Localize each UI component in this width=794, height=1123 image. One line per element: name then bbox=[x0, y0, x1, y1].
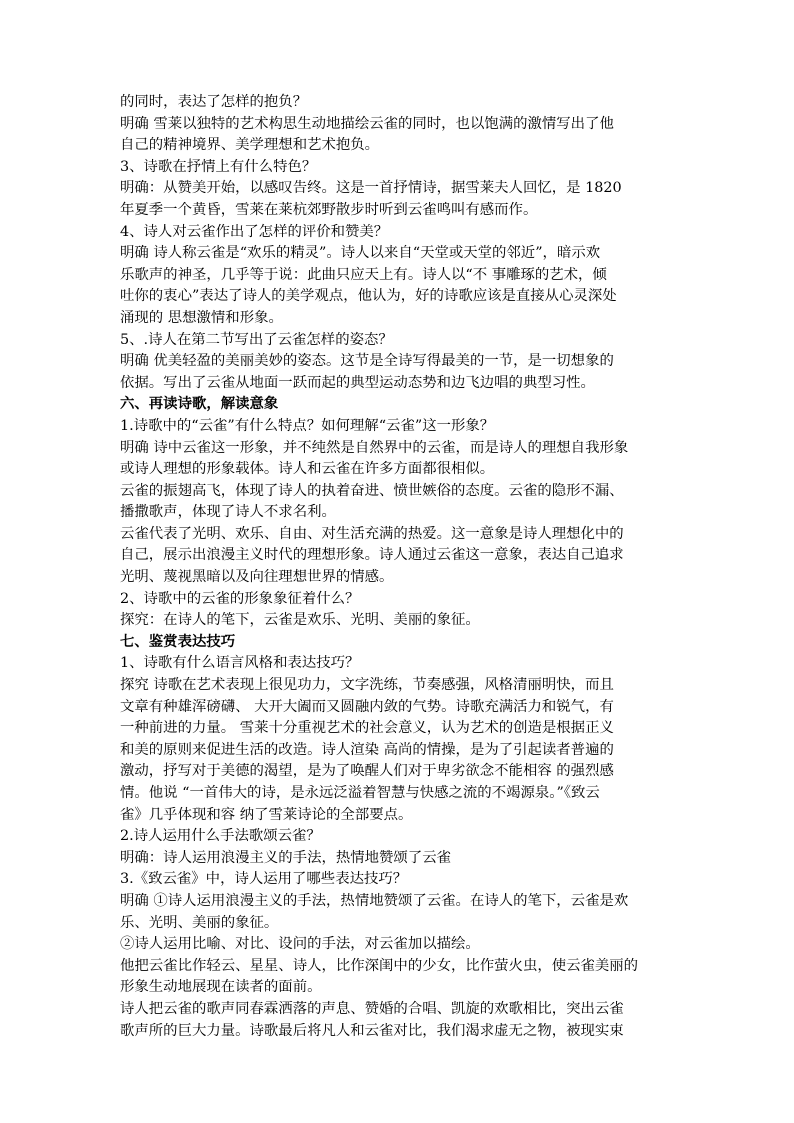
question-line: 1.诗歌中的“云雀”有什么特点？如何理解“云雀”这一形象？ bbox=[120, 417, 495, 434]
question-line: 4、诗人对云雀作出了怎样的评价和赞美？ bbox=[120, 223, 389, 240]
text-line: 歌声所的巨大力量。诗歌最后将凡人和云雀对比，我们渴求虚无之物，被现实束 bbox=[120, 1022, 624, 1039]
question-line: 3、诗歌在抒情上有什么特色？ bbox=[120, 158, 317, 175]
text-line: ②诗人运用比喻、对比、设问的手法，对云雀加以描绘。 bbox=[120, 936, 480, 953]
text-line: 明确 诗中云雀这一形象，并不纯然是自然界中的云雀，而是诗人的理想自我形象 bbox=[120, 439, 629, 456]
text-line: 明确 优美轻盈的美丽美妙的姿态。这节是全诗写得最美的一节，是一切想象的 bbox=[120, 353, 614, 370]
text-line: 一种前进的力量。 雪莱十分重视艺术的社会意义，认为艺术的创造是根据正义 bbox=[120, 720, 614, 737]
text-line: 他把云雀比作轻云、星星、诗人，比作深闺中的少女，比作萤火虫，使云雀美丽的 bbox=[120, 957, 639, 974]
text-line: 文章有种雄浑磅礴、 大开大阖而又圆融内敛的气势。诗歌充满活力和锐气，有 bbox=[120, 698, 614, 715]
text-line: 或诗人理想的形象载体。诗人和云雀在许多方面都很相似。 bbox=[120, 461, 495, 478]
text-line: 情。他说 “一首伟大的诗，是永远泛溢着智慧与快感之流的不竭源泉。”《致云 bbox=[120, 785, 600, 801]
question-line: 3.《致云雀》中，诗人运用了哪些表达技巧？ bbox=[120, 871, 408, 888]
text-line: 明确 雪莱以独特的艺术构思生动地描绘云雀的同时，也以饱满的激情写出了他 bbox=[120, 115, 614, 132]
text-line: 涌现的 思想激情和形象。 bbox=[120, 309, 283, 326]
question-line: 1、诗歌有什么语言风格和表达技巧？ bbox=[120, 655, 360, 672]
text-line: 雀》几乎体现和容 纳了雪莱诗论的全部要点。 bbox=[120, 806, 413, 823]
text-line: 乐歌声的神圣，几乎等于说：此曲只应天上有。诗人以“不 事雕琢的艺术，倾 bbox=[120, 266, 607, 283]
text-line: 光明、蔑视黑暗以及向往理想世界的情感。 bbox=[120, 569, 394, 586]
text-line: 云雀代表了光明、欢乐、自由、对生活充满的热爱。这一意象是诗人理想化中的 bbox=[120, 525, 624, 542]
text-line: 的同时，表达了怎样的抱负？ bbox=[120, 94, 308, 110]
question-line: 5、.诗人在第二节写出了云雀怎样的姿态？ bbox=[120, 331, 393, 348]
text-line: 播撒歌声，体现了诗人不求名利。 bbox=[120, 504, 336, 521]
text-line: 云雀的振翅高飞，体现了诗人的执着奋进、愤世嫉俗的态度。云雀的隐形不漏、 bbox=[120, 482, 624, 499]
text-line: 吐你的衷心”表达了诗人的美学观点，他认为，好的诗歌应该是直接从心灵深处 bbox=[120, 288, 617, 305]
text-line: 乐、光明、美丽的象征。 bbox=[120, 914, 279, 931]
text-line: 明确 ①诗人运用浪漫主义的手法，热情地赞颂了云雀。在诗人的笔下，云雀是欢 bbox=[120, 892, 629, 909]
text-line: 激动，抒写对于美德的渴望，是为了唤醒人们对于卑劣欲念不能相容 的强烈感 bbox=[120, 763, 614, 780]
text-line: 探究：在诗人的笔下，云雀是欢乐、光明、美丽的象征。 bbox=[120, 612, 480, 629]
text-line: 明确：诗人运用浪漫主义的手法，热情地赞颂了云雀 bbox=[120, 849, 451, 866]
text-line: 明确：从赞美开始，以感叹告终。这是一首抒情诗，据雪莱夫人回忆，是 1820 bbox=[120, 180, 622, 197]
question-line: 2、诗歌中的云雀的形象象征着什么？ bbox=[120, 590, 360, 607]
text-line: 依据。写出了云雀从地面一跃而起的典型运动态势和边飞边唱的典型习性。 bbox=[120, 374, 595, 391]
text-line: 和美的原则来促进生活的改造。诗人渲染 高尚的情操，是为了引起读者普遍的 bbox=[120, 741, 614, 758]
document-page bbox=[120, 92, 680, 1042]
text-line: 形象生动地展现在读者的面前。 bbox=[120, 979, 322, 996]
text-line: 明确 诗人称云雀是“欢乐的精灵”。诗人以来自“天堂或天堂的邻近”，暗示欢 bbox=[120, 245, 601, 262]
text-line: 自己，展示出浪漫主义时代的理想形象。诗人通过云雀这一意象，表达自己追求 bbox=[120, 547, 624, 564]
question-line: 2.诗人运用什么手法歌颂云雀？ bbox=[120, 828, 321, 845]
text-line: 诗人把云雀的歌声同春霖洒落的声息、赞婚的合唱、凯旋的欢歌相比，突出云雀 bbox=[120, 1000, 624, 1017]
section-heading: 七、鉴赏表达技巧 bbox=[120, 633, 236, 650]
text-line: 探究 诗歌在艺术表现上很见功力，文字洗练，节奏感强，风格清丽明快，而且 bbox=[120, 677, 614, 694]
section-heading: 六、再读诗歌，解读意象 bbox=[120, 396, 279, 413]
text-line: 自己的精神境界、美学理想和艺术抱负。 bbox=[120, 137, 380, 154]
text-line: 年夏季一个黄昏，雪莱在莱杭郊野散步时听到云雀鸣叫有感而作。 bbox=[120, 201, 538, 218]
